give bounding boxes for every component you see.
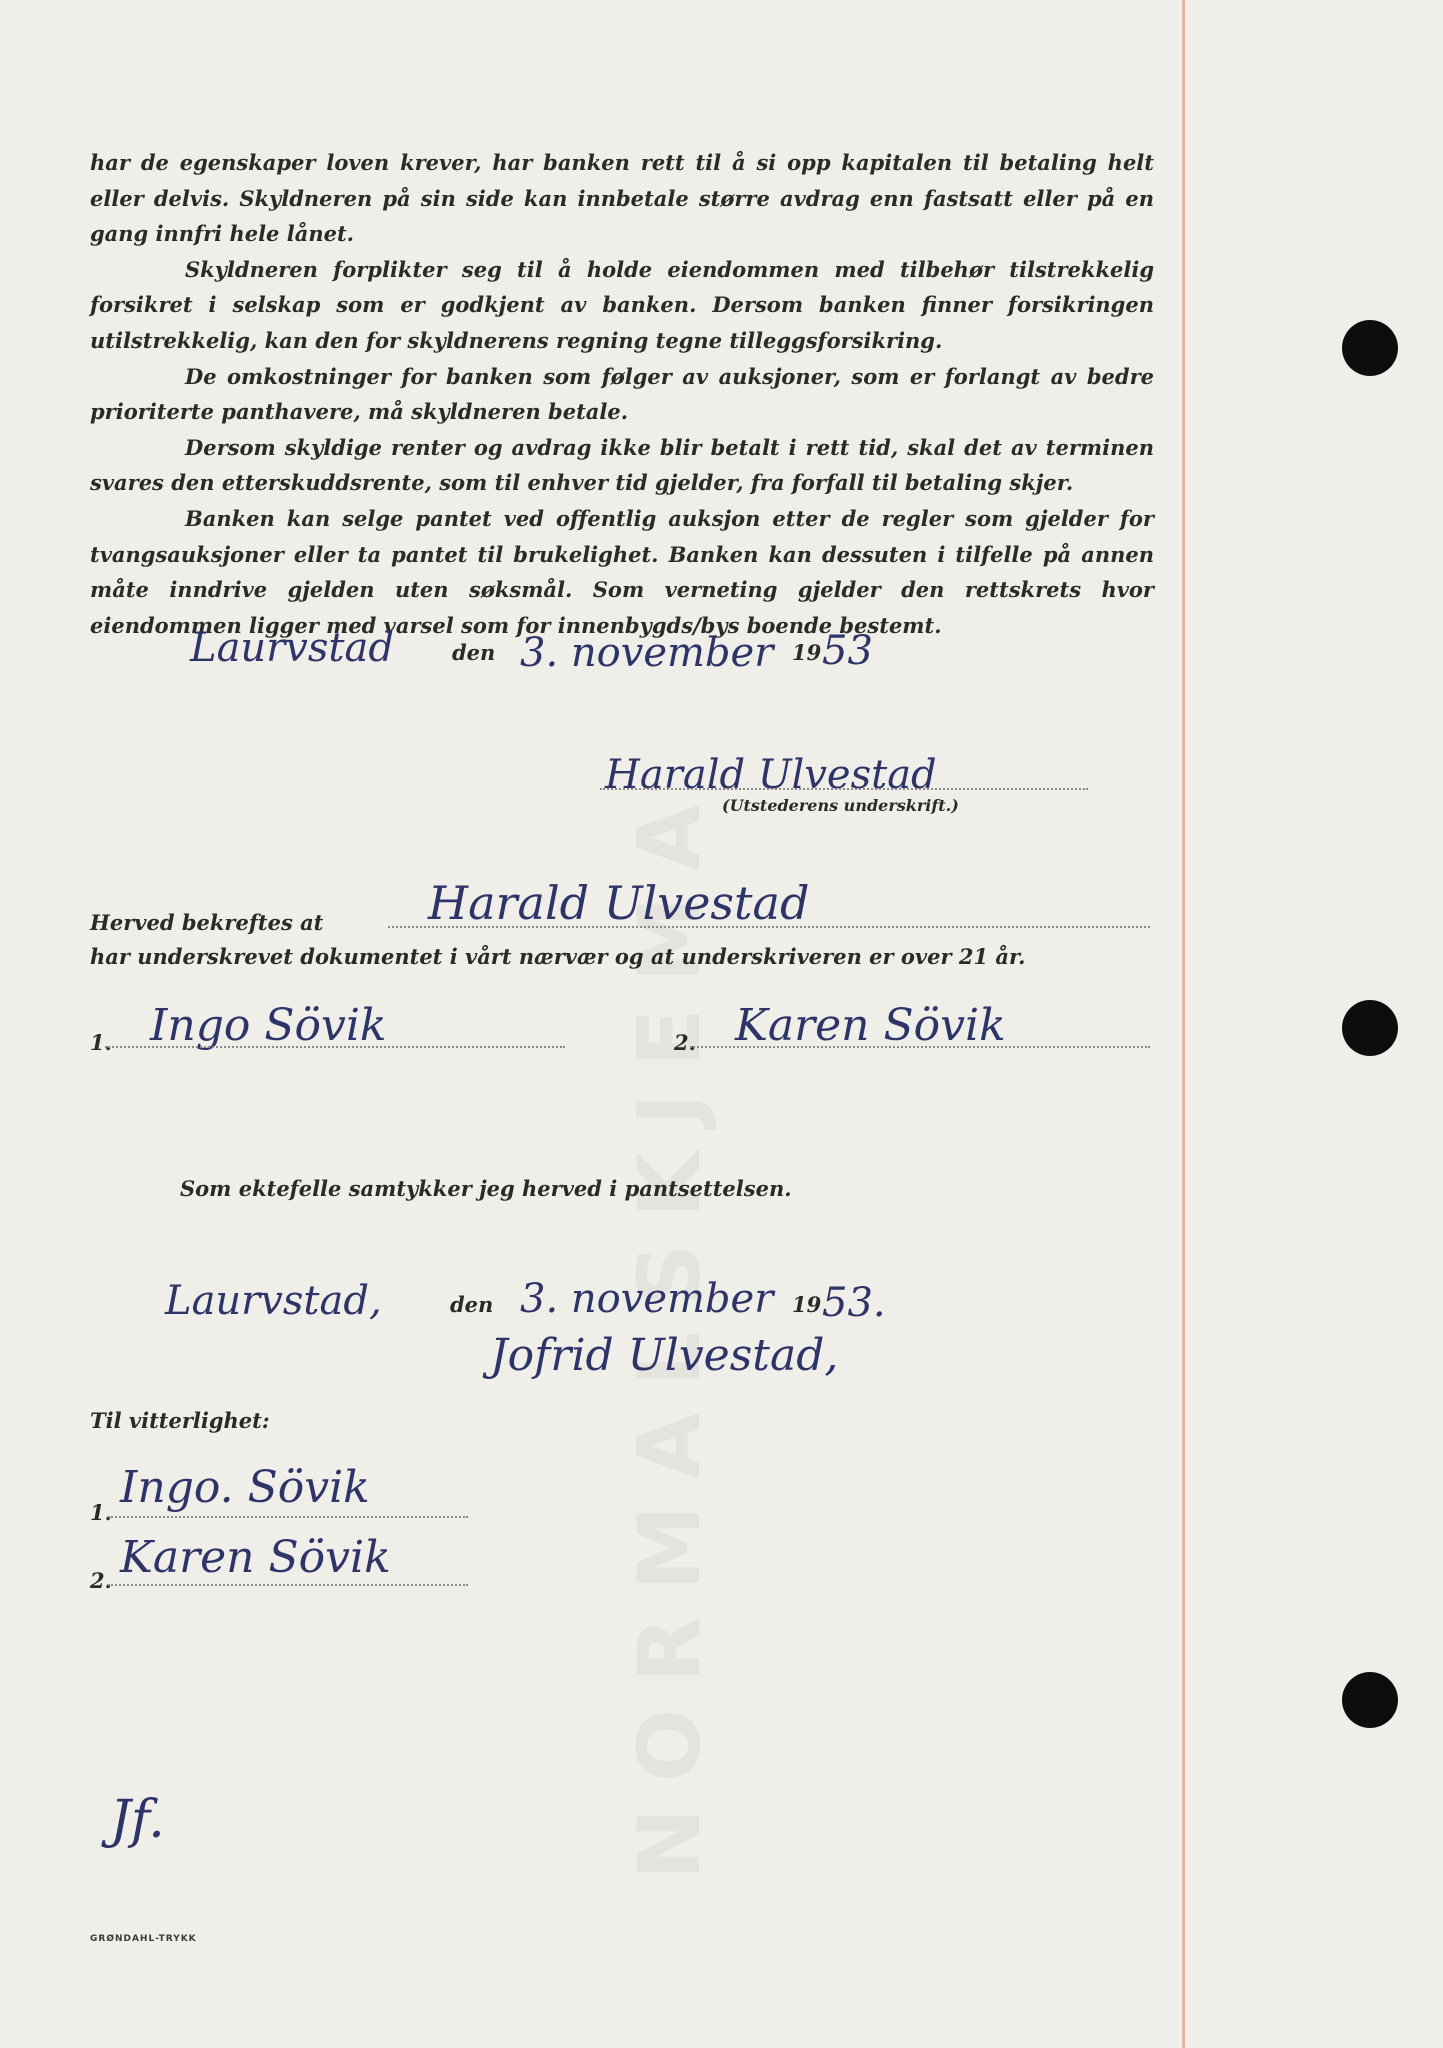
witness1-line [105, 1046, 565, 1048]
issuer-den-label: den [452, 640, 496, 665]
spouse-consent-statement: Som ektefelle samtykker jeg herved i pantsettelsen. [180, 1176, 792, 1201]
spouse-date: 3. november [520, 1276, 774, 1322]
margin-rule [1182, 0, 1185, 2048]
punch-hole-bottom [1342, 1672, 1398, 1728]
attest-witness2-signature: Karen Sövik [120, 1532, 391, 1583]
issuer-signature-caption: (Utstederens underskrift.) [722, 796, 959, 815]
paragraph-insurance: Skyldneren forplikter seg til å holde eiendommen med tilbehør tilstrekkelig forsikret i selskap som er godkjent av banken. Dersom banken finner forsikringen utilstrekkelig, kan den for skyldnerens regning tegne tilleggsforsikring. [90, 256, 1154, 353]
spouse-year: 53. [822, 1280, 886, 1326]
witness2-line [690, 1046, 1150, 1048]
spouse-year-prefix: 19 [792, 1292, 822, 1317]
attest-witness1-signature: Ingo. Sövik [120, 1462, 370, 1513]
attest-witness1-line [108, 1516, 468, 1518]
spouse-place: Laurvstad, [165, 1278, 382, 1324]
issuer-signature-line [600, 788, 1088, 790]
spouse-signature: Jofrid Ulvestad, [490, 1330, 839, 1381]
paragraph-auction: Banken kan selge pantet ved offentlig auksjon etter de regler som gjelder for tvangsauksjoner eller ta pantet til brukelighet. Banken kan dessuten i tilfelle på annen måte inndrive gjelden uten søksmål. Som verneting gjelder den rettskrets hvor eiendommen ligger med varsel som for innenbygds/bys boende bestemt. [90, 505, 1154, 638]
witness2-signature: Karen Sövik [735, 1000, 1006, 1051]
attest-witness2-line [108, 1584, 468, 1586]
attest-witness1-number: 1. [90, 1500, 112, 1525]
witness2-number: 2. [674, 1030, 696, 1055]
witness1-signature: Ingo Sövik [150, 1000, 387, 1051]
paragraph-termination: har de egenskaper loven krever, har banken rett til å si opp kapitalen til betaling helt eller delvis. Skyldneren på sin side kan innbetale større avdrag enn fastsatt eller på en gang innfri hele lånet. [90, 150, 1154, 247]
issuer-place: Laurvstad [190, 625, 394, 671]
punch-hole-top [1342, 320, 1398, 376]
issuer-signature: Harald Ulvestad [605, 752, 937, 798]
confirmation-label: Herved bekreftes at [90, 910, 324, 935]
witness1-number: 1. [90, 1030, 112, 1055]
spouse-den-label: den [450, 1292, 494, 1317]
printer-mark: GRØNDAHL-TRYKK [90, 1934, 197, 1944]
confirmed-signer-line [388, 926, 1150, 928]
confirmed-signer-name: Harald Ulvestad [428, 876, 810, 930]
paragraph-costs: De omkostninger for banken som følger av auksjoner, som er forlangt av bedre prioriterte panthavere, må skyldneren betale. [90, 363, 1154, 425]
terms-text [90, 145, 1154, 643]
attest-witness2-number: 2. [90, 1568, 112, 1593]
clerk-initials: Jf. [110, 1790, 165, 1850]
issuer-year-prefix: 19 [792, 640, 822, 665]
confirmation-statement: har underskrevet dokumentet i vårt nærvær og at underskriveren er over 21 år. [90, 944, 1026, 969]
issuer-year: 53 [822, 628, 873, 674]
issuer-date: 3. november [520, 630, 774, 676]
attestation-label: Til vitterlighet: [90, 1408, 270, 1433]
punch-hole-middle [1342, 1000, 1398, 1056]
paragraph-late-interest: Dersom skyldige renter og avdrag ikke blir betalt i rett tid, skal det av terminen svares den etterskuddsrente, som til enhver tid gjelder, fra forfall til betaling skjer. [90, 434, 1154, 496]
